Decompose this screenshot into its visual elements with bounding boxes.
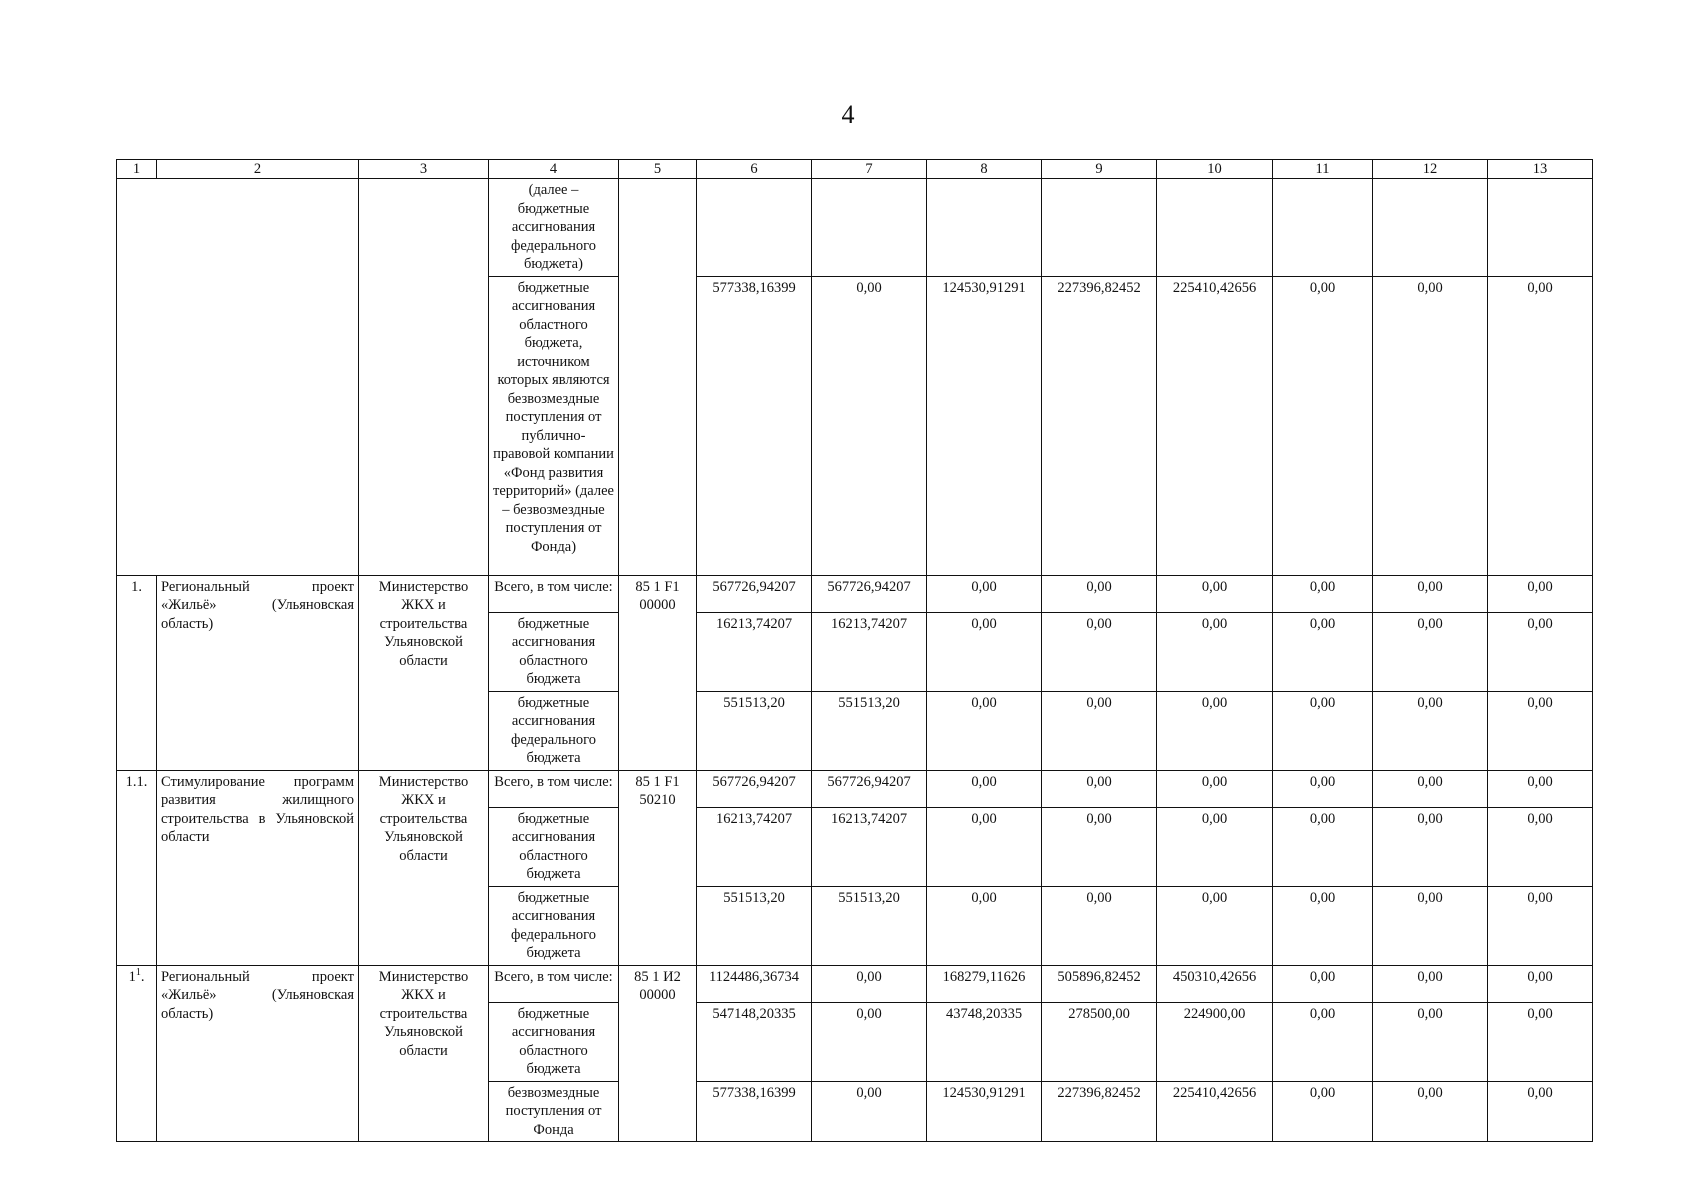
value-cell: 0,00 xyxy=(1488,965,1593,1002)
value-cell: 0,00 xyxy=(1373,612,1488,691)
item-number xyxy=(117,965,157,1142)
responsible-ministry: Министерство ЖКХ и строительства Ульяновской области xyxy=(359,575,489,770)
column-header: 11 xyxy=(1273,160,1373,179)
column-header: 12 xyxy=(1373,160,1488,179)
funding-source-label: безвозмездные поступления от Фонда xyxy=(489,1081,619,1142)
value-cell: 551513,20 xyxy=(812,691,927,770)
value-cell: 0,00 xyxy=(927,575,1042,612)
item-number-main: 1 xyxy=(128,968,136,985)
responsible-ministry: Министерство ЖКХ и строительства Ульяновской области xyxy=(359,770,489,965)
item-number-dot: . xyxy=(140,968,145,985)
table-row xyxy=(117,770,1593,807)
value-cell: 0,00 xyxy=(1157,886,1273,965)
value-cell: 0,00 xyxy=(1488,1081,1593,1142)
item-name: Региональный проект «Жильё» (Ульяновская область) xyxy=(157,965,359,1142)
value-cell: 225410,42656 xyxy=(1157,1081,1273,1142)
value-cell: 227396,82452 xyxy=(1042,276,1157,575)
value-cell: 0,00 xyxy=(1273,770,1373,807)
empty-cell xyxy=(619,179,697,576)
value-cell: 505896,82452 xyxy=(1042,965,1157,1002)
value-cell: 551513,20 xyxy=(697,886,812,965)
value-cell: 124530,91291 xyxy=(927,1081,1042,1142)
value-cell: 0,00 xyxy=(1157,807,1273,886)
table-row xyxy=(117,575,1593,612)
value-cell: 0,00 xyxy=(1157,575,1273,612)
value-cell: 0,00 xyxy=(1042,575,1157,612)
value-cell: 0,00 xyxy=(1273,691,1373,770)
value-cell: 0,00 xyxy=(1488,575,1593,612)
value-cell: 0,00 xyxy=(1157,612,1273,691)
budget-code: 85 1 F1 00000 xyxy=(619,575,697,770)
funding-source-label: бюджетные ассигнования федерального бюджета xyxy=(489,886,619,965)
value-cell: 0,00 xyxy=(812,1081,927,1142)
value-cell: 0,00 xyxy=(1373,691,1488,770)
value-cell: 0,00 xyxy=(1273,1002,1373,1081)
budget-code: 85 1 F1 50210 xyxy=(619,770,697,965)
value-cell: 227396,82452 xyxy=(1042,1081,1157,1142)
item-number-superscript: 1 xyxy=(135,966,141,978)
value-cell: 0,00 xyxy=(1373,807,1488,886)
value-cell: 567726,94207 xyxy=(812,575,927,612)
empty-cell xyxy=(1157,179,1273,277)
value-cell: 0,00 xyxy=(927,612,1042,691)
table-row xyxy=(117,179,1593,277)
value-cell: 0,00 xyxy=(1488,1002,1593,1081)
value-cell: 0,00 xyxy=(1373,1081,1488,1142)
value-cell: 0,00 xyxy=(1488,276,1593,575)
value-cell: 16213,74207 xyxy=(697,612,812,691)
value-cell: 567726,94207 xyxy=(812,770,927,807)
value-cell: 577338,16399 xyxy=(697,1081,812,1142)
value-cell: 0,00 xyxy=(1273,276,1373,575)
value-cell: 0,00 xyxy=(812,1002,927,1081)
item-name: Стимулирование программ развития жилищного строительства в Ульяновской области xyxy=(157,770,359,965)
value-cell: 0,00 xyxy=(1373,276,1488,575)
value-cell: 0,00 xyxy=(1157,691,1273,770)
empty-cell xyxy=(812,179,927,277)
value-cell: 0,00 xyxy=(812,965,927,1002)
funding-source-label: бюджетные ассигнования федерального бюджета xyxy=(489,691,619,770)
empty-cell xyxy=(1273,179,1373,277)
value-cell: 0,00 xyxy=(1273,1081,1373,1142)
column-header: 6 xyxy=(697,160,812,179)
value-cell: 0,00 xyxy=(927,886,1042,965)
page-number: 4 xyxy=(841,100,855,129)
funding-source-label: бюджетные ассигнования областного бюджета xyxy=(489,612,619,691)
value-cell: 168279,11626 xyxy=(927,965,1042,1002)
value-cell: 43748,20335 xyxy=(927,1002,1042,1081)
table-row xyxy=(117,965,1593,1002)
value-cell: 0,00 xyxy=(927,691,1042,770)
value-cell: 0,00 xyxy=(1042,612,1157,691)
value-cell: 577338,16399 xyxy=(697,276,812,575)
empty-cell xyxy=(1488,179,1593,277)
column-header: 10 xyxy=(1157,160,1273,179)
empty-cell xyxy=(1042,179,1157,277)
value-cell: 0,00 xyxy=(927,770,1042,807)
funding-source-label: бюджетные ассигнования областного бюджета xyxy=(489,807,619,886)
funding-source-label: Всего, в том числе: xyxy=(489,575,619,612)
value-cell: 278500,00 xyxy=(1042,1002,1157,1081)
value-cell: 0,00 xyxy=(812,276,927,575)
value-cell: 567726,94207 xyxy=(697,770,812,807)
item-number: 1. xyxy=(117,575,157,770)
value-cell: 16213,74207 xyxy=(812,612,927,691)
value-cell: 0,00 xyxy=(1157,770,1273,807)
value-cell: 551513,20 xyxy=(812,886,927,965)
value-cell: 16213,74207 xyxy=(812,807,927,886)
funding-source-label: бюджетные ассигнования областного бюджета, источником которых являются безвозмездные поступления от публично-правовой компании «Фонд развития территорий» (далее – безвозмездные поступления от Фонда) xyxy=(489,276,619,575)
value-cell: 0,00 xyxy=(1273,807,1373,886)
budget-code: 85 1 И2 00000 xyxy=(619,965,697,1142)
funding-source-label: Всего, в том числе: xyxy=(489,770,619,807)
column-header: 13 xyxy=(1488,160,1593,179)
value-cell: 1124486,36734 xyxy=(697,965,812,1002)
budget-allocation-table xyxy=(116,159,1593,1142)
value-cell: 0,00 xyxy=(1273,612,1373,691)
column-header: 2 xyxy=(157,160,359,179)
empty-cell xyxy=(1373,179,1488,277)
value-cell: 0,00 xyxy=(927,807,1042,886)
empty-cell xyxy=(697,179,812,277)
value-cell: 0,00 xyxy=(1373,575,1488,612)
column-header: 9 xyxy=(1042,160,1157,179)
empty-cell xyxy=(927,179,1042,277)
value-cell: 0,00 xyxy=(1042,886,1157,965)
column-header: 3 xyxy=(359,160,489,179)
value-cell: 0,00 xyxy=(1488,807,1593,886)
column-header: 7 xyxy=(812,160,927,179)
value-cell: 224900,00 xyxy=(1157,1002,1273,1081)
funding-source-label: (далее – бюджетные ассигнования федерального бюджета) xyxy=(489,179,619,277)
value-cell: 450310,42656 xyxy=(1157,965,1273,1002)
value-cell: 567726,94207 xyxy=(697,575,812,612)
value-cell: 0,00 xyxy=(1373,770,1488,807)
column-header: 5 xyxy=(619,160,697,179)
column-number-row xyxy=(117,160,1593,179)
value-cell: 551513,20 xyxy=(697,691,812,770)
value-cell: 0,00 xyxy=(1273,965,1373,1002)
item-name: Региональный проект «Жильё» (Ульяновская область) xyxy=(157,575,359,770)
value-cell: 225410,42656 xyxy=(1157,276,1273,575)
value-cell: 0,00 xyxy=(1488,886,1593,965)
value-cell: 0,00 xyxy=(1488,770,1593,807)
value-cell: 0,00 xyxy=(1042,691,1157,770)
item-number: 1.1. xyxy=(117,770,157,965)
column-header: 8 xyxy=(927,160,1042,179)
value-cell: 0,00 xyxy=(1488,691,1593,770)
column-header: 4 xyxy=(489,160,619,179)
value-cell: 0,00 xyxy=(1373,965,1488,1002)
value-cell: 0,00 xyxy=(1488,612,1593,691)
value-cell: 547148,20335 xyxy=(697,1002,812,1081)
funding-source-label: бюджетные ассигнования областного бюджета xyxy=(489,1002,619,1081)
empty-cell xyxy=(117,179,359,576)
value-cell: 0,00 xyxy=(1373,1002,1488,1081)
value-cell: 0,00 xyxy=(1273,575,1373,612)
empty-cell xyxy=(359,179,489,576)
column-header: 1 xyxy=(117,160,157,179)
value-cell: 0,00 xyxy=(1373,886,1488,965)
value-cell: 16213,74207 xyxy=(697,807,812,886)
value-cell: 0,00 xyxy=(1042,807,1157,886)
value-cell: 0,00 xyxy=(1042,770,1157,807)
value-cell: 124530,91291 xyxy=(927,276,1042,575)
value-cell: 0,00 xyxy=(1273,886,1373,965)
responsible-ministry: Министерство ЖКХ и строительства Ульяновской области xyxy=(359,965,489,1142)
funding-source-label: Всего, в том числе: xyxy=(489,965,619,1002)
